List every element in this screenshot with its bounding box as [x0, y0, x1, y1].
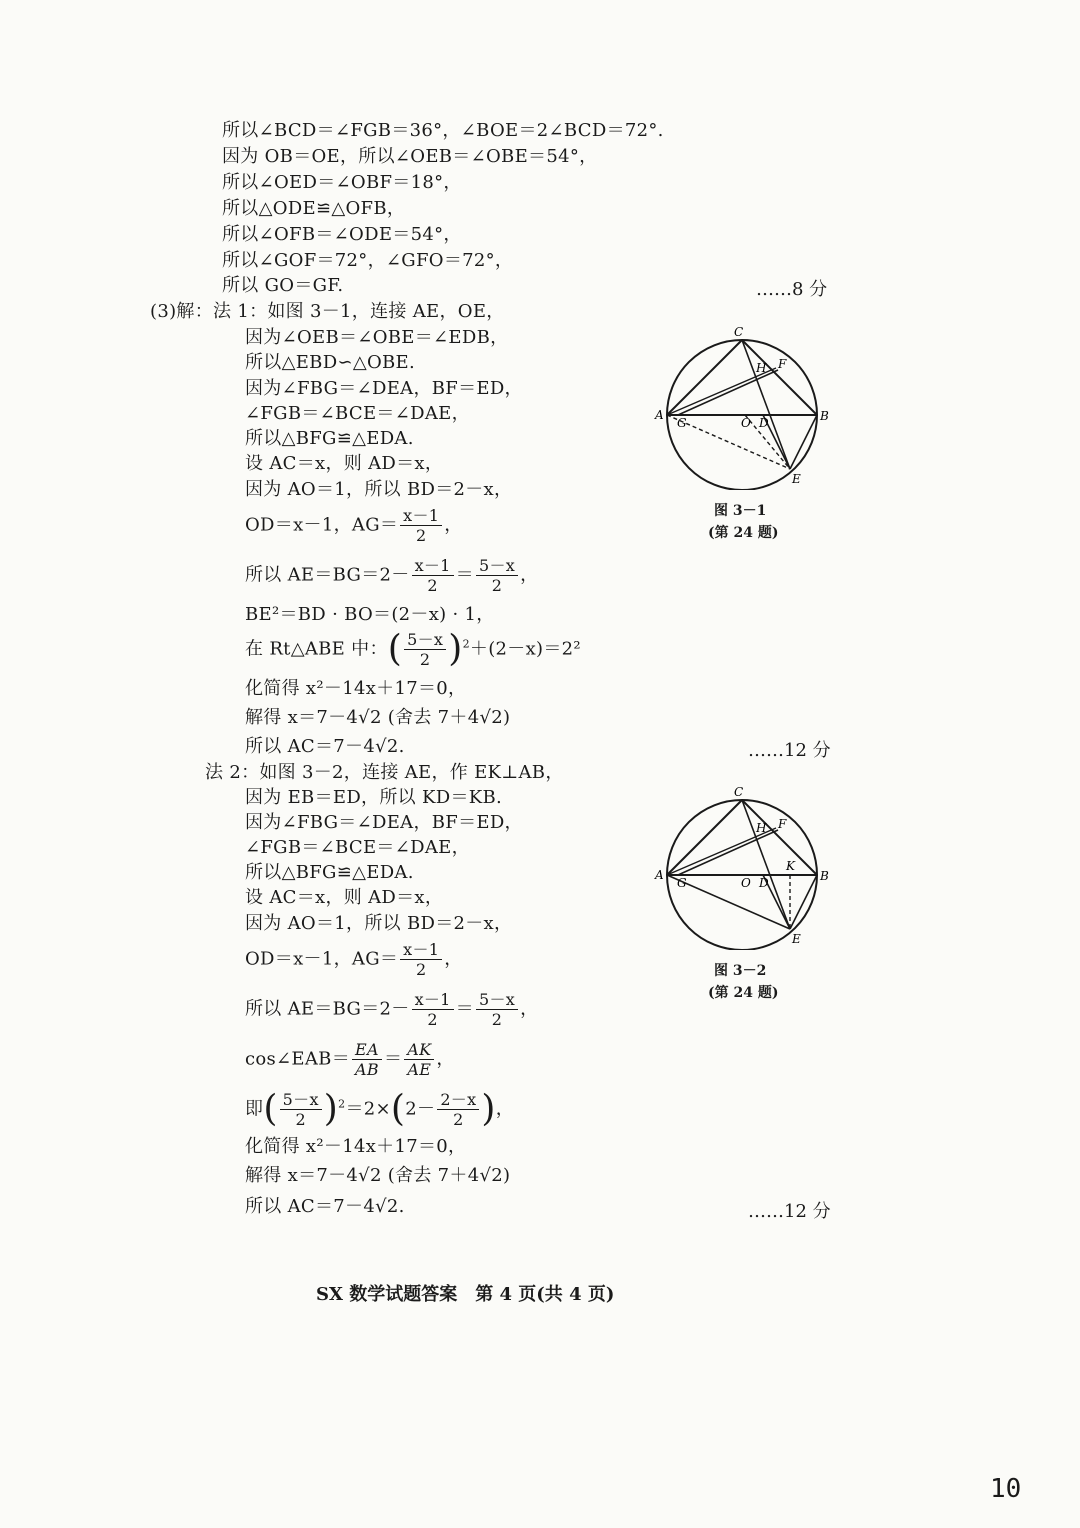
text-line: 所以∠OED＝∠OBF＝18°， — [222, 172, 462, 193]
score-mark: ……12 分 — [748, 1201, 831, 1222]
text-line: 所以△ODE≌△OFB， — [222, 198, 406, 219]
method1-heading: (3)解：法 1：如图 3－1，连接 AE，OE， — [150, 301, 505, 322]
text-line: 因为 AO＝1，所以 BD＝2－x， — [245, 913, 513, 934]
figure-3-2-caption: 图 3－2 — [714, 963, 767, 979]
text-line: 所以∠BCD＝∠FGB＝36°，∠BOE＝2∠BCD＝72°. — [222, 120, 664, 141]
figure-3-1-caption: 图 3－1 — [714, 503, 767, 519]
text-line: 化简得 x²－14x＋17＝0， — [245, 678, 467, 699]
point-label-h: H — [756, 821, 767, 835]
point-label-b: B — [820, 869, 829, 883]
text-line: ∠FGB＝∠BCE＝∠DAE， — [245, 837, 470, 858]
point-label-h: H — [756, 361, 767, 375]
text-line: ∠FGB＝∠BCE＝∠DAE， — [245, 403, 470, 424]
text-line: 因为∠FBG＝∠DEA，BF＝ED， — [245, 378, 523, 399]
text-line: 解得 x＝7－4√2 (舍去 7＋4√2) — [245, 707, 511, 728]
score-mark: ……12 分 — [748, 740, 831, 761]
figure-3-1-subcaption: (第 24 题) — [708, 525, 779, 541]
score-mark: ……8 分 — [756, 279, 828, 300]
page-number: 10 — [990, 1474, 1022, 1504]
point-label-o: O — [741, 876, 751, 890]
figure-3-2-diagram — [650, 780, 830, 950]
point-label-c: C — [734, 325, 744, 339]
point-label-e: E — [792, 932, 801, 946]
text-line: 所以△BFG≌△EDA. — [245, 862, 414, 883]
method2-heading: 法 2：如图 3－2，连接 AE，作 EK⊥AB， — [205, 762, 564, 783]
formula-od-ag: OD＝x－1，AG＝ $\frac{x-1}{2}$ ， — [245, 506, 463, 545]
text-line: 因为 EB＝ED，所以 KD＝KB. — [245, 787, 503, 808]
point-label-f: F — [778, 357, 787, 371]
text-line: 所以△EBD∽△OBE. — [245, 352, 416, 373]
text-line: 化简得 x²－14x＋17＝0， — [245, 1136, 467, 1157]
text-line: 所以 GO＝GF. — [222, 275, 344, 296]
text-line: 解得 x＝7－4√2 (舍去 7＋4√2) — [245, 1165, 511, 1186]
text-line: 所以∠OFB＝∠ODE＝54°， — [222, 224, 462, 245]
text-line: 设 AC＝x，则 AD＝x， — [245, 453, 444, 474]
text-line: 因为∠OEB＝∠OBE＝∠EDB， — [245, 327, 509, 348]
formula-ae-bg: 所以 AE＝BG＝2－ $\frac{x-1}{2}$ ＝ $\frac{5-x}{2}$ ， — [245, 990, 539, 1029]
text-line: 因为 AO＝1，所以 BD＝2－x， — [245, 479, 513, 500]
figure-3-1-diagram — [650, 320, 830, 490]
point-label-k: K — [786, 859, 795, 873]
formula-cos-eab: cos∠EAB＝ $\frac{EA}{AB}$ ＝ $\frac{AK}{AE}$ ， — [245, 1040, 455, 1079]
text-line: 所以 AC＝7－4√2. — [245, 736, 405, 757]
text-line: 所以 AC＝7－4√2. — [245, 1196, 405, 1217]
point-label-d: D — [759, 416, 769, 430]
formula-od-ag: OD＝x－1，AG＝ $\frac{x-1}{2}$ ， — [245, 940, 463, 979]
figure-3-2-subcaption: (第 24 题) — [708, 985, 779, 1001]
point-label-c: C — [734, 785, 744, 799]
point-label-a: A — [655, 408, 664, 422]
text-line: 因为 OB＝OE，所以∠OEB＝∠OBE＝54°， — [222, 146, 598, 167]
point-label-g: G — [677, 876, 687, 890]
point-label-e: E — [792, 472, 801, 486]
text-line: 所以△BFG≌△EDA. — [245, 428, 414, 449]
formula-ae-bg: 所以 AE＝BG＝2－ $\frac{x-1}{2}$ ＝ $\frac{5-x}{2}$ ， — [245, 556, 539, 595]
text-line: 所以∠GOF＝72°，∠GFO＝72°， — [222, 250, 514, 271]
point-label-a: A — [655, 868, 664, 882]
point-label-d: D — [759, 876, 769, 890]
text-line: 因为∠FBG＝∠DEA，BF＝ED， — [245, 812, 523, 833]
formula-rt-abe: 在 Rt△ABE 中：( $\frac{5-x}{2}$ )$^2$＋(2－x)＝2² — [245, 628, 581, 670]
formula-ji: 即( $\frac{5-x}{2}$ )$^2$＝2×(2－ $\frac{2-x}{2}$ )， — [245, 1088, 515, 1130]
formula-be-squared: BE²＝BD · BO＝(2－x) · 1， — [245, 604, 495, 625]
point-label-o: O — [741, 416, 751, 430]
point-label-b: B — [820, 409, 829, 423]
text-line: 设 AC＝x，则 AD＝x， — [245, 887, 444, 908]
page-footer: SX 数学试题答案 第 4 页(共 4 页) — [316, 1284, 615, 1305]
point-label-g: G — [677, 416, 687, 430]
point-label-f: F — [778, 817, 787, 831]
